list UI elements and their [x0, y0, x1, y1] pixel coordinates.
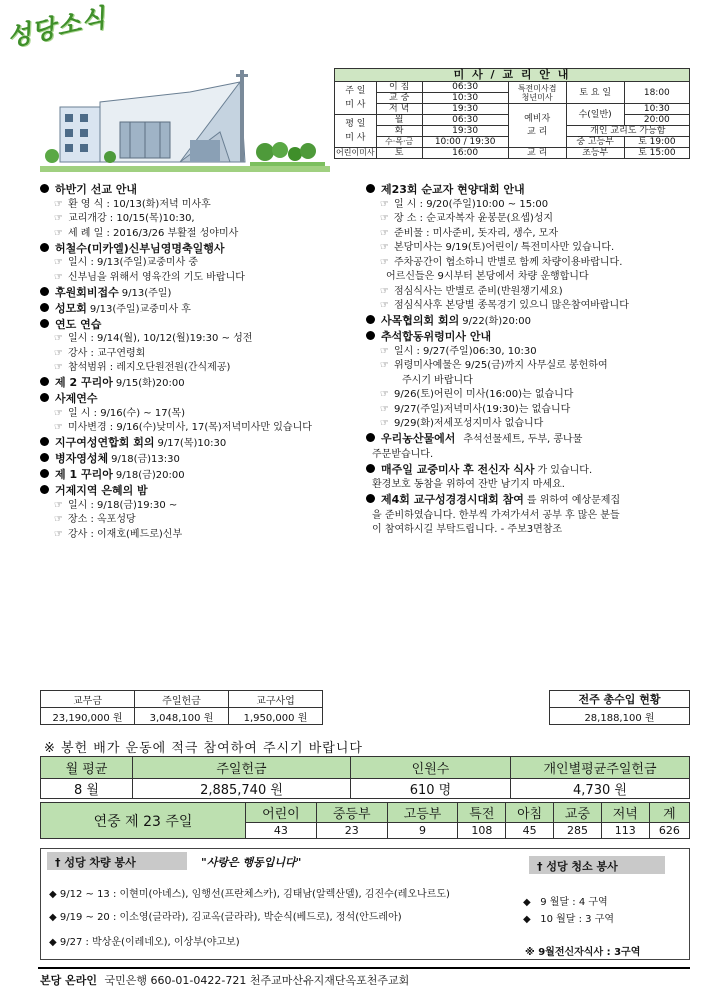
footer-label: 본당 온라인: [40, 974, 97, 987]
saturday-label: 토 요 일: [566, 82, 624, 104]
vehicle-row: ◆ 9/27 : 박상운(이레네오), 이상부(야고보): [49, 937, 240, 948]
weekday-row-label: 월: [376, 115, 422, 126]
pointing-hand-icon: ☞: [54, 198, 63, 210]
pointing-hand-icon: ☞: [380, 418, 389, 429]
notice-heading: 허철수(미카엘)신부님영명축일행사: [40, 243, 360, 254]
notice-item: 어르신들은 9시부터 본당에서 차량 운행합니다: [386, 271, 589, 282]
attendance-value: 285: [554, 823, 602, 839]
parish-illustration: [40, 62, 330, 174]
pointing-hand-icon: ☞: [54, 528, 63, 540]
middle-high-label: 중 고등부: [566, 137, 624, 148]
notice-heading: 거제지역 은혜의 밤: [40, 485, 360, 496]
notice-item: ☞ 일시 : 9/18(금)19:30 ~: [54, 499, 178, 511]
attendance-value: 43: [246, 823, 317, 839]
notice-item: ☞ 9/29(화)저세포성지미사 없습니다: [380, 418, 544, 429]
notice-item: ☞ 준비물 : 미사준비, 돗자리, 생수, 모자: [380, 227, 559, 239]
cleaning-row: ◆ 10 월달 : 3 구역: [523, 914, 615, 925]
income-table: [40, 690, 690, 725]
sunday-row-time: 06:30: [422, 82, 508, 93]
notice-item: ☞ 세 례 일 : 2016/3/26 부활절 성야미사: [54, 227, 239, 239]
sunday-row-label: 교 중: [376, 93, 422, 104]
pointing-hand-icon: ☞: [380, 256, 389, 268]
footer: [40, 972, 409, 988]
elementary-label: 초등부: [566, 148, 624, 159]
notice-item: ☞ 일시 : 9/14(월), 10/12(월)19:30 ~ 성전: [54, 333, 253, 344]
average-header: 월 평균: [41, 757, 133, 779]
pointing-hand-icon: ☞: [54, 271, 63, 283]
weekday-row-time: 10:00 / 19:30: [422, 137, 508, 148]
notice-heading: 우리농산물에서 추석선물세트, 두부, 콩나물: [366, 433, 686, 445]
pointing-hand-icon: ☞: [54, 333, 63, 344]
bullet-icon: [40, 393, 49, 402]
weekday-row-time: 19:30: [422, 126, 508, 137]
pointing-hand-icon: ☞: [380, 213, 389, 224]
pointing-hand-icon: ☞: [380, 198, 389, 210]
notice-item: 주문받습니다.: [372, 448, 434, 460]
vehicle-row: ◆ 9/12 ~ 13 : 이현미(아녜스), 임행선(프란체스카), 김태남(알렉산델), 김진수(레오나르도): [49, 889, 450, 900]
weekday-row-time: 06:30: [422, 115, 508, 126]
notice-item: ☞ 일 시 : 9/20(주일)10:00 ~ 15:00: [380, 198, 549, 210]
children-mass-time: 16:00: [422, 148, 508, 159]
bullet-icon: [366, 184, 375, 193]
bullet-icon: [366, 433, 375, 442]
notice-item: ☞ 강사 : 교구연령회: [54, 347, 146, 359]
wed-catechism-time: 10:30: [624, 104, 689, 115]
cleaning-volunteer-title: † 성당 청소 봉사: [529, 856, 665, 874]
notice-item: ☞ 일시 : 9/13(주일)교중미사 중: [54, 257, 199, 268]
pointing-hand-icon: ☞: [54, 407, 63, 419]
notice-item: ☞ 9/26(토)어린이 미사(16:00)는 없습니다: [380, 389, 574, 400]
notice-item: ☞ 미사변경 : 9/16(수)낮미사, 17(목)저녁미사만 있습니다: [54, 422, 312, 433]
notice-item: ☞ 신부님을 위해서 영육간의 기도 바랍니다: [54, 271, 245, 283]
wed-catechism-label: 수(일반): [566, 104, 624, 126]
sunday-row-time: 10:30: [422, 93, 508, 104]
attendance-header: 특전: [458, 803, 506, 823]
pointing-hand-icon: ☞: [380, 360, 389, 371]
attendance-header: 저녁: [601, 803, 649, 823]
notice-item: ☞ 점심식사후 본당별 종목경기 있으니 많은참여바랍니다: [380, 300, 629, 311]
attendance-value: 108: [458, 823, 506, 839]
attendance-value: 113: [601, 823, 649, 839]
pointing-hand-icon: ☞: [380, 242, 389, 253]
attendance-value: 9: [387, 823, 458, 839]
notice-item: ☞ 위령미사예물은 9/25(금)까지 사무실로 봉헌하여: [380, 360, 608, 371]
mass-schedule-table: [334, 68, 690, 159]
average-header: 주일헌금: [133, 757, 351, 779]
weekday-row-label: 화: [376, 126, 422, 137]
children-mass-day: 토: [376, 148, 422, 159]
notice-heading: 연도 연습: [40, 319, 360, 330]
notice-item: 이 참여하시길 부탁드립니다. - 주보3면참조: [372, 524, 563, 535]
notice-heading: 성모회 9/13(주일)교중미사 후: [40, 303, 360, 315]
average-header: 개인별평균주일헌금: [511, 757, 690, 779]
cleaning-note: ※ 9월전신자식사 : 3구역: [525, 947, 641, 958]
attendance-header: 중등부: [316, 803, 387, 823]
pointing-hand-icon: ☞: [380, 300, 389, 311]
cleaning-row: ◆ 9 월달 : 4 구역: [523, 897, 608, 908]
notice-heading: 제 2 꾸리아 9/15(화)20:00: [40, 377, 360, 389]
bullet-icon: [40, 303, 49, 312]
notice-item: ☞ 일시 : 9/27(주일)06:30, 10:30: [380, 345, 537, 357]
notice-item: ☞ 참석범위 : 레지오단원전원(간식제공): [54, 362, 231, 373]
attendance-table: [40, 802, 690, 839]
notice-item: ☞ 강사 : 이재호(베드로)신부: [54, 528, 183, 540]
right-notice-column: [366, 180, 686, 535]
income-value: 1,950,000 원: [229, 708, 323, 725]
notice-item: ☞ 점심식사는 반별로 준비(반원챙기세요): [380, 285, 563, 297]
elementary-time: 토 15:00: [624, 148, 689, 159]
average-value: 4,730 원: [511, 779, 690, 799]
notice-item: ☞ 본당미사는 9/19(토)어린이/ 특전미사만 있습니다.: [380, 242, 615, 253]
notice-heading: 병자영성체 9/18(금)13:30: [40, 453, 360, 465]
vehicle-slogan: "사랑은 행동입니다": [201, 856, 302, 869]
pointing-hand-icon: ☞: [380, 389, 389, 400]
pointing-hand-icon: ☞: [54, 514, 63, 525]
pointing-hand-icon: ☞: [54, 213, 63, 224]
attendance-header: 교중: [554, 803, 602, 823]
income-header: 주일헌금: [135, 691, 229, 708]
bullet-icon: [40, 319, 49, 328]
income-header: 교구사업: [229, 691, 323, 708]
average-value: 8 월: [41, 779, 133, 799]
bullet-icon: [40, 469, 49, 478]
bullet-icon: [366, 315, 375, 324]
notice-item: ☞ 교리개강 : 10/15(목)10:30,: [54, 213, 195, 224]
weekday-row-label: 수·목·금: [376, 137, 422, 148]
sunday-row-label: 이 침: [376, 82, 422, 93]
notice-heading: 사목협의회 회의 9/22(화)20:00: [366, 315, 686, 327]
private-catechism-note: 개인 교리도 가능함: [566, 126, 689, 137]
notice-item: ☞ 9/27(주일)저녁미사(19:30)는 없습니다: [380, 403, 571, 415]
middle-high-time: 토 19:00: [624, 137, 689, 148]
bullet-icon: [40, 485, 49, 494]
weekday-mass-label: 평 일 미 사: [335, 115, 377, 148]
attendance-header: 고등부: [387, 803, 458, 823]
attendance-value: 45: [506, 823, 554, 839]
notice-heading: 매주일 교중미사 후 전신자 식사 가 있습니다.: [366, 464, 686, 476]
bullet-icon: [40, 437, 49, 446]
notice-item: 환경보호 동참을 위하여 잔반 남기지 마세요.: [372, 479, 565, 490]
income-value: 23,190,000 원: [41, 708, 135, 725]
church-building-image: [40, 62, 330, 174]
bullet-icon: [366, 494, 375, 503]
average-value: 2,885,740 원: [133, 779, 351, 799]
pointing-hand-icon: ☞: [54, 499, 63, 511]
notice-heading: 하반기 선교 안내: [40, 184, 360, 195]
total-income-label: 전주 총수입 현황: [550, 691, 690, 708]
offering-notice: ※ 봉헌 배가 운동에 적극 참여하여 주시기 바랍니다: [44, 741, 363, 756]
notice-heading: 사제연수: [40, 393, 360, 404]
notice-item: ☞ 장소 : 옥포성당: [54, 514, 136, 525]
bullet-icon: [366, 331, 375, 340]
volunteer-box: [40, 848, 690, 960]
sunday-row-label: 저 녁: [376, 104, 422, 115]
children-catechism-label: 교 리: [508, 148, 566, 159]
wed-catechism-time: 20:00: [624, 115, 689, 126]
left-notice-column: [40, 180, 360, 540]
saturday-time: 18:00: [624, 82, 689, 104]
average-header: 인원수: [351, 757, 511, 779]
pointing-hand-icon: ☞: [380, 227, 389, 239]
pointing-hand-icon: ☞: [380, 345, 389, 357]
bullet-icon: [40, 243, 49, 252]
attendance-header: 아침: [506, 803, 554, 823]
special-mass-label: 특전미사겸 청년미사: [508, 82, 566, 104]
attendance-value: 23: [316, 823, 387, 839]
notice-heading: 제23회 순교자 현양대회 안내: [366, 184, 686, 195]
total-income-value: 28,188,100 원: [550, 708, 690, 725]
vehicle-volunteer-title: † 성당 차량 봉사: [47, 852, 187, 870]
sunday-mass-label: 주 일 미 사: [335, 82, 377, 115]
monthly-average-table: [40, 756, 690, 799]
notice-heading: 지구여성연합회 회의 9/17(목)10:30: [40, 437, 360, 449]
notice-heading: 제 1 꾸리아 9/18(금)20:00: [40, 469, 360, 481]
sunday-label: 연중 제 23 주일: [41, 803, 246, 839]
notice-item: ☞ 일 시 : 9/16(수) ~ 17(목): [54, 407, 186, 419]
footer-rule: [38, 967, 690, 969]
notice-heading: 추석합동위령미사 안내: [366, 331, 686, 342]
pointing-hand-icon: ☞: [380, 285, 389, 297]
children-mass-label: 어린이미사: [336, 148, 375, 157]
bullet-icon: [40, 184, 49, 193]
newsletter-logo-title: 성당소식: [4, 2, 109, 53]
catechumen-label: 예비자 교 리: [508, 104, 566, 148]
income-header: 교무금: [41, 691, 135, 708]
attendance-value: 626: [649, 823, 689, 839]
notice-heading: 후원회비접수 9/13(주일): [40, 287, 360, 299]
bullet-icon: [40, 377, 49, 386]
notice-item: ☞ 장 소 : 순교자복자 윤봉문(요셉)성지: [380, 213, 554, 224]
bullet-icon: [40, 287, 49, 296]
notice-item: 을 준비하였습니다. 한부씩 가져가셔서 공부 후 많은 분들: [372, 509, 620, 521]
pointing-hand-icon: ☞: [380, 403, 389, 415]
attendance-header: 어린이: [246, 803, 317, 823]
pointing-hand-icon: ☞: [54, 347, 63, 359]
mass-table-title: 미 사 / 교 리 안 내: [335, 69, 690, 82]
attendance-header: 계: [649, 803, 689, 823]
bullet-icon: [40, 453, 49, 462]
footer-account: 국민은행 660-01-0422-721 천주교마산유지재단옥포천주교회: [104, 974, 410, 987]
notice-heading: 제4회 교구성경경시대회 참여 를 위하여 예상문제집: [366, 494, 686, 506]
pointing-hand-icon: ☞: [54, 362, 63, 373]
bullet-icon: [366, 464, 375, 473]
notice-item: 주시기 바랍니다: [402, 374, 473, 386]
income-value: 3,048,100 원: [135, 708, 229, 725]
notice-item: ☞ 환 영 식 : 10/13(화)저녁 미사후: [54, 198, 211, 210]
sunday-row-time: 19:30: [422, 104, 508, 115]
notice-item: ☞ 주차공간이 협소하니 반별로 함께 차량이용바랍니다.: [380, 256, 623, 268]
vehicle-row: ◆ 9/19 ~ 20 : 이소영(글라라), 김교옥(글라라), 박순식(베드로), 정석(안드레아): [49, 912, 402, 923]
pointing-hand-icon: ☞: [54, 257, 63, 268]
pointing-hand-icon: ☞: [54, 227, 63, 239]
average-value: 610 명: [351, 779, 511, 799]
pointing-hand-icon: ☞: [54, 422, 63, 433]
